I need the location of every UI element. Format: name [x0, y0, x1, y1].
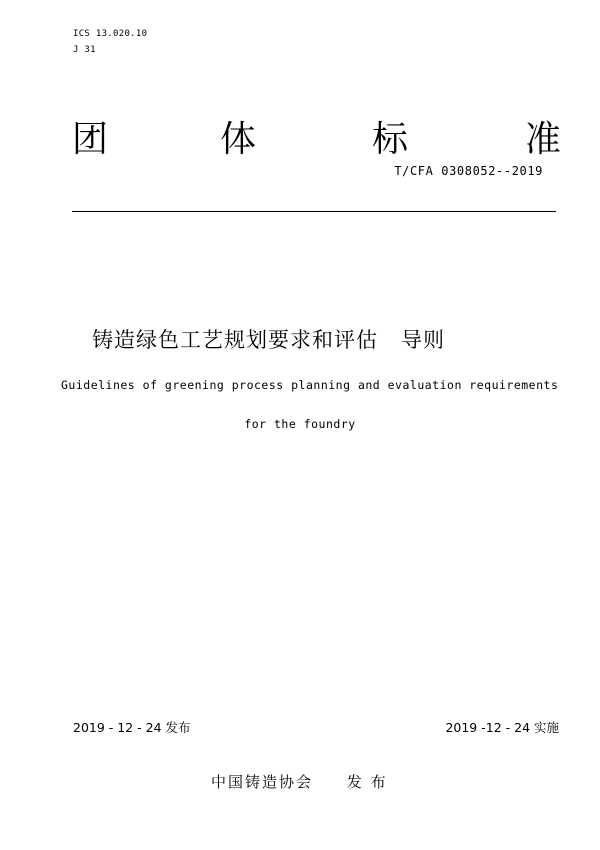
standard-number: T/CFA 0308052--2019: [394, 164, 543, 178]
ccs-code: J 31: [73, 45, 96, 55]
title-chinese: 铸造绿色工艺规划要求和评估 导则: [92, 328, 446, 352]
title-english-line-1: Guidelines of greening process planning and evaluation requirements: [61, 378, 559, 392]
implementation-date: 2019 -12 - 24 实施: [445, 720, 559, 735]
title-english-line-2: for the foundry: [244, 417, 356, 431]
standard-type-char-2: 体: [220, 119, 257, 160]
standard-type-heading: [72, 118, 562, 162]
publisher: 中国铸造协会 发 布: [211, 773, 388, 791]
standard-type-char-1: 团: [72, 119, 109, 160]
ics-code: ICS 13.020.10: [73, 29, 148, 39]
issue-date: 2019 - 12 - 24 发布: [73, 720, 191, 735]
standard-type-char-4: 准: [525, 119, 562, 160]
header-divider: [72, 211, 556, 212]
standard-type-char-3: 标: [372, 119, 409, 160]
